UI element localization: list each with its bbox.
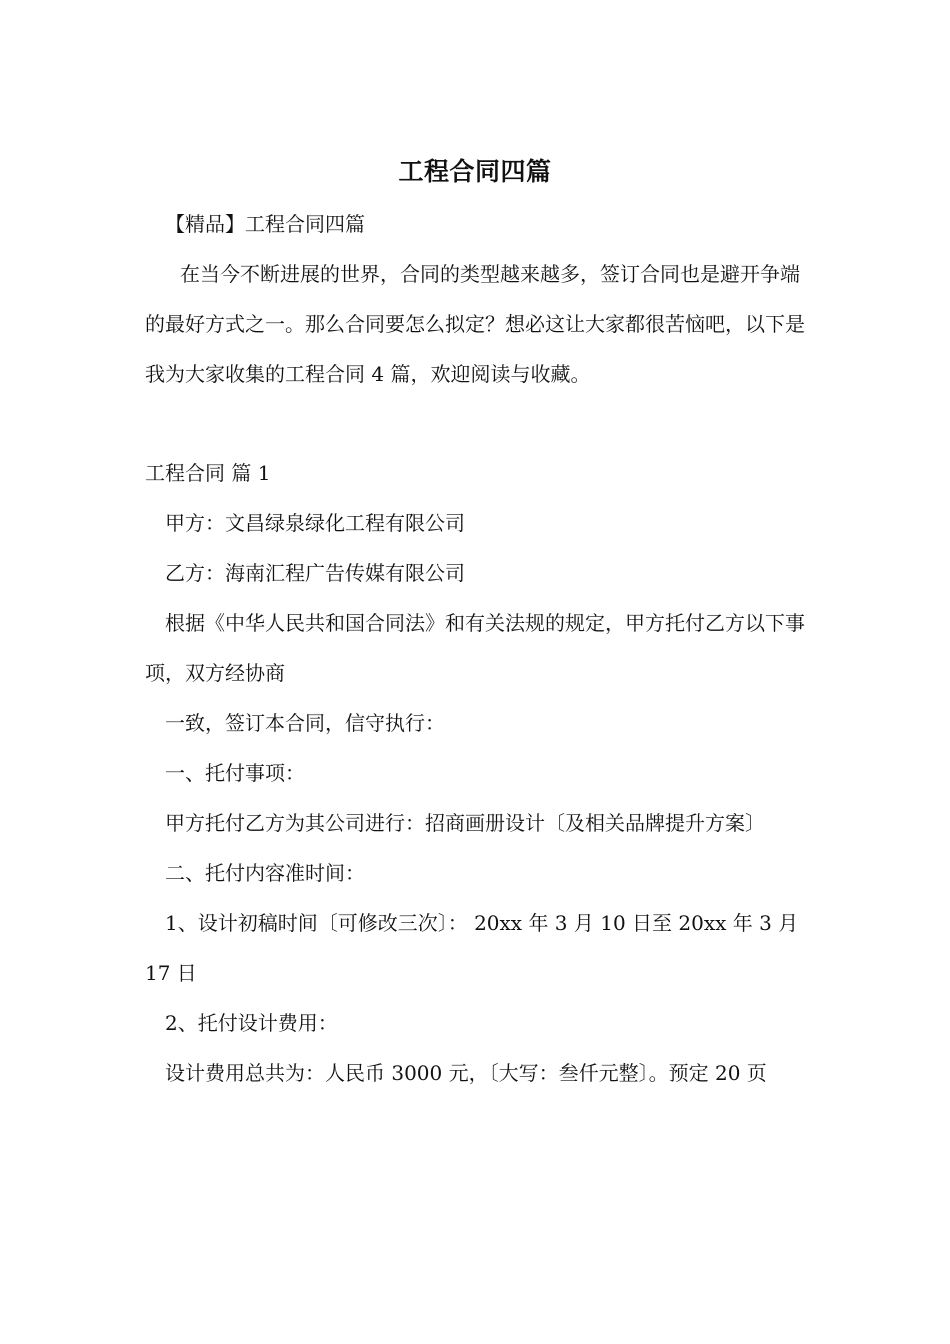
item2-fee-line: 设计费用总共为：人民币 3000 元，〔大写：叁仟元整〕。预定 20 页 [165,1061,767,1085]
document-title: 工程合同四篇 [398,157,552,186]
subtitle-paragraph: 【精品】工程合同四篇 [165,212,365,236]
contract-body [145,448,805,1098]
item1-text: 甲方托付乙方为其公司进行：招商画册设计〔及相关品牌提升方案〕 [165,811,765,835]
section-heading: 工程合同 篇 1 [145,461,271,485]
party-b-line: 乙方：海南汇程广告传媒有限公司 [165,561,465,585]
basis-paragraph: 根据《中华人民共和国合同法》和有关法规的规定，甲方托付乙方以下事项，双方经协商 [145,611,805,685]
agreement-line: 一致，签订本合同，信守执行： [165,711,445,735]
document-body [145,199,805,399]
item1-heading: 一、托付事项： [165,761,305,785]
item2-2-line: 2、托付设计费用： [165,1011,338,1035]
item2-1-line: 1、设计初稿时间〔可修改三次〕： 20xx 年 3 月 10 日至 20xx 年 3 月 17 日 [145,911,799,985]
party-a-line: 甲方：文昌绿泉绿化工程有限公司 [165,511,465,535]
intro-paragraph: 在当今不断进展的世界，合同的类型越来越多，签订合同也是避开争端的最好方式之一。那么合同要怎么拟定？想必这让大家都很苦恼吧，以下是我为大家收集的工程合同 4 篇，欢迎阅读与收藏。 [145,262,805,386]
item2-heading: 二、托付内容准时间： [165,861,365,885]
